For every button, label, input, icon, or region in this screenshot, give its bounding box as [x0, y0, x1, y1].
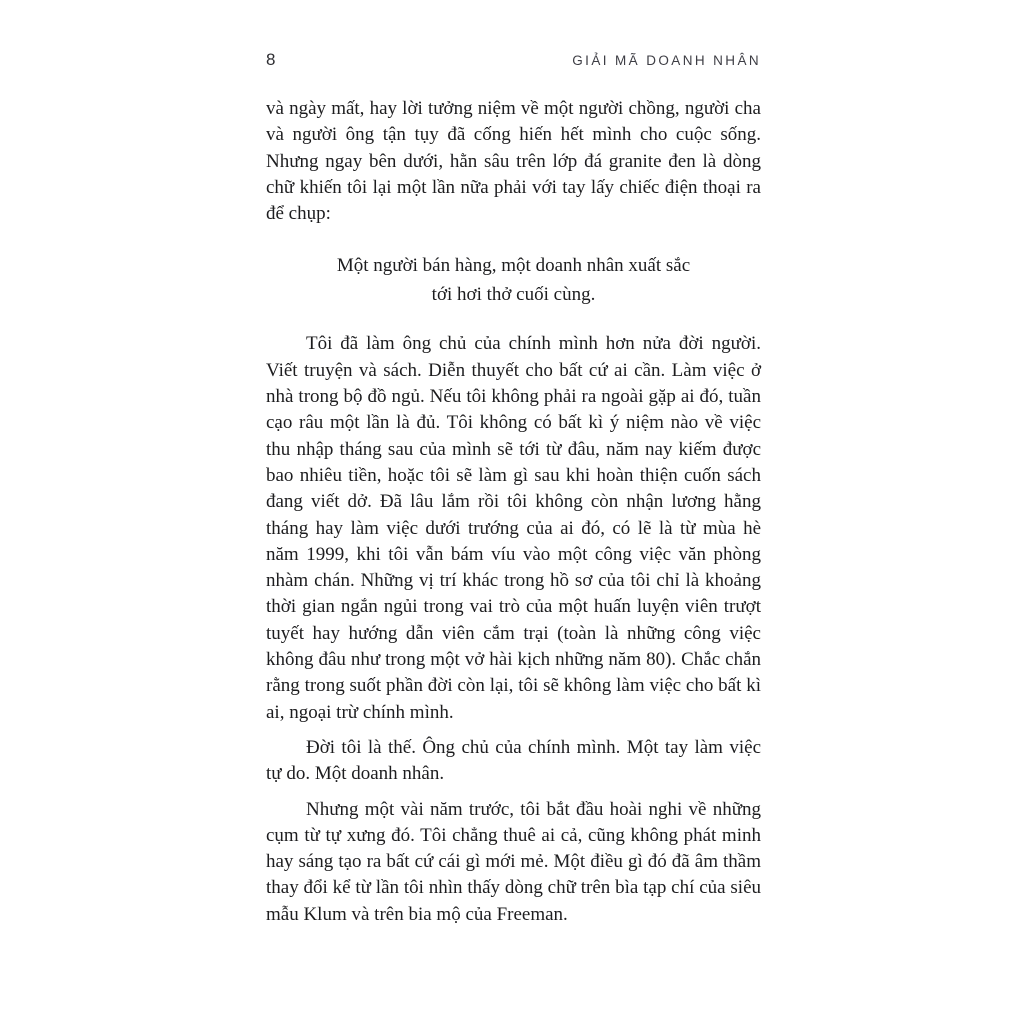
running-title: GIẢI MÃ DOANH NHÂN [572, 53, 761, 68]
epitaph-quote-line-1: Một người bán hàng, một doanh nhân xuất sắc [336, 255, 691, 277]
epitaph-quote-line-2: tới hơi thở cuối cùng. [431, 284, 596, 306]
paragraph-continuation: và ngày mất, hay lời tưởng niệm về một người chồng, người cha và người ông tận tụy đã cống hiến hết mình cho cuộc sống. Nhưng ngay bên dưới, hằn sâu trên lớp đá granite đen là dòng chữ khiến tôi lại một lần nữa phải với tay lấy chiếc điện thoại ra để chụp: [266, 98, 761, 225]
paragraph: Tôi đã làm ông chủ của chính mình hơn nửa đời người. Viết truyện và sách. Diễn thuyết cho bất cứ ai cần. Làm việc ở nhà trong bộ đồ ngủ. Nếu tôi không phải ra ngoài gặp ai đó, tuần cạo râu một lần là đủ. Tôi không có bất kì ý niệm nào về việc thu nhập tháng sau của mình sẽ tới từ đâu, năm nay kiếm được bao nhiêu tiền, hoặc tôi sẽ làm gì sau khi hoàn thiện cuốn sách đang viết dở. Đã lâu lắm rồi tôi không còn nhận lương hằng tháng hay làm việc dưới trướng của ai đó, có lẽ là từ mùa hè năm 1999, khi tôi vẫn bám víu vào một công việc văn phòng nhàm chán. Những vị trí khác trong hồ sơ của tôi chỉ là khoảng thời gian ngắn ngủi trong vai trò của một huấn luyện viên trượt tuyết hay hướng dẫn viên cắm trại (toàn là những công việc không đâu như trong một vở hài kịch những năm 80). Chắc chắn rằng trong suốt phần đời còn lại, tôi sẽ không làm việc cho bất kì ai, ngoại trừ chính mình. [266, 333, 761, 723]
page-header [266, 50, 761, 70]
epitaph-quote [266, 251, 761, 309]
paragraph: Nhưng một vài năm trước, tôi bắt đầu hoài nghi về những cụm từ tự xưng đó. Tôi chẳng thuê ai cả, cũng không phát minh hay sáng tạo ra bất cứ cái gì mới mẻ. Một điều gì đó đã âm thầm thay đổi kể từ lần tôi nhìn thấy dòng chữ trên bìa tạp chí của siêu mẫu Klum và trên bia mộ của Freeman. [266, 798, 761, 925]
page-number: 8 [266, 50, 276, 69]
body-text [266, 96, 761, 928]
paragraph: Đời tôi là thế. Ông chủ của chính mình. Một tay làm việc tự do. Một doanh nhân. [266, 736, 761, 785]
page-content [266, 50, 761, 928]
